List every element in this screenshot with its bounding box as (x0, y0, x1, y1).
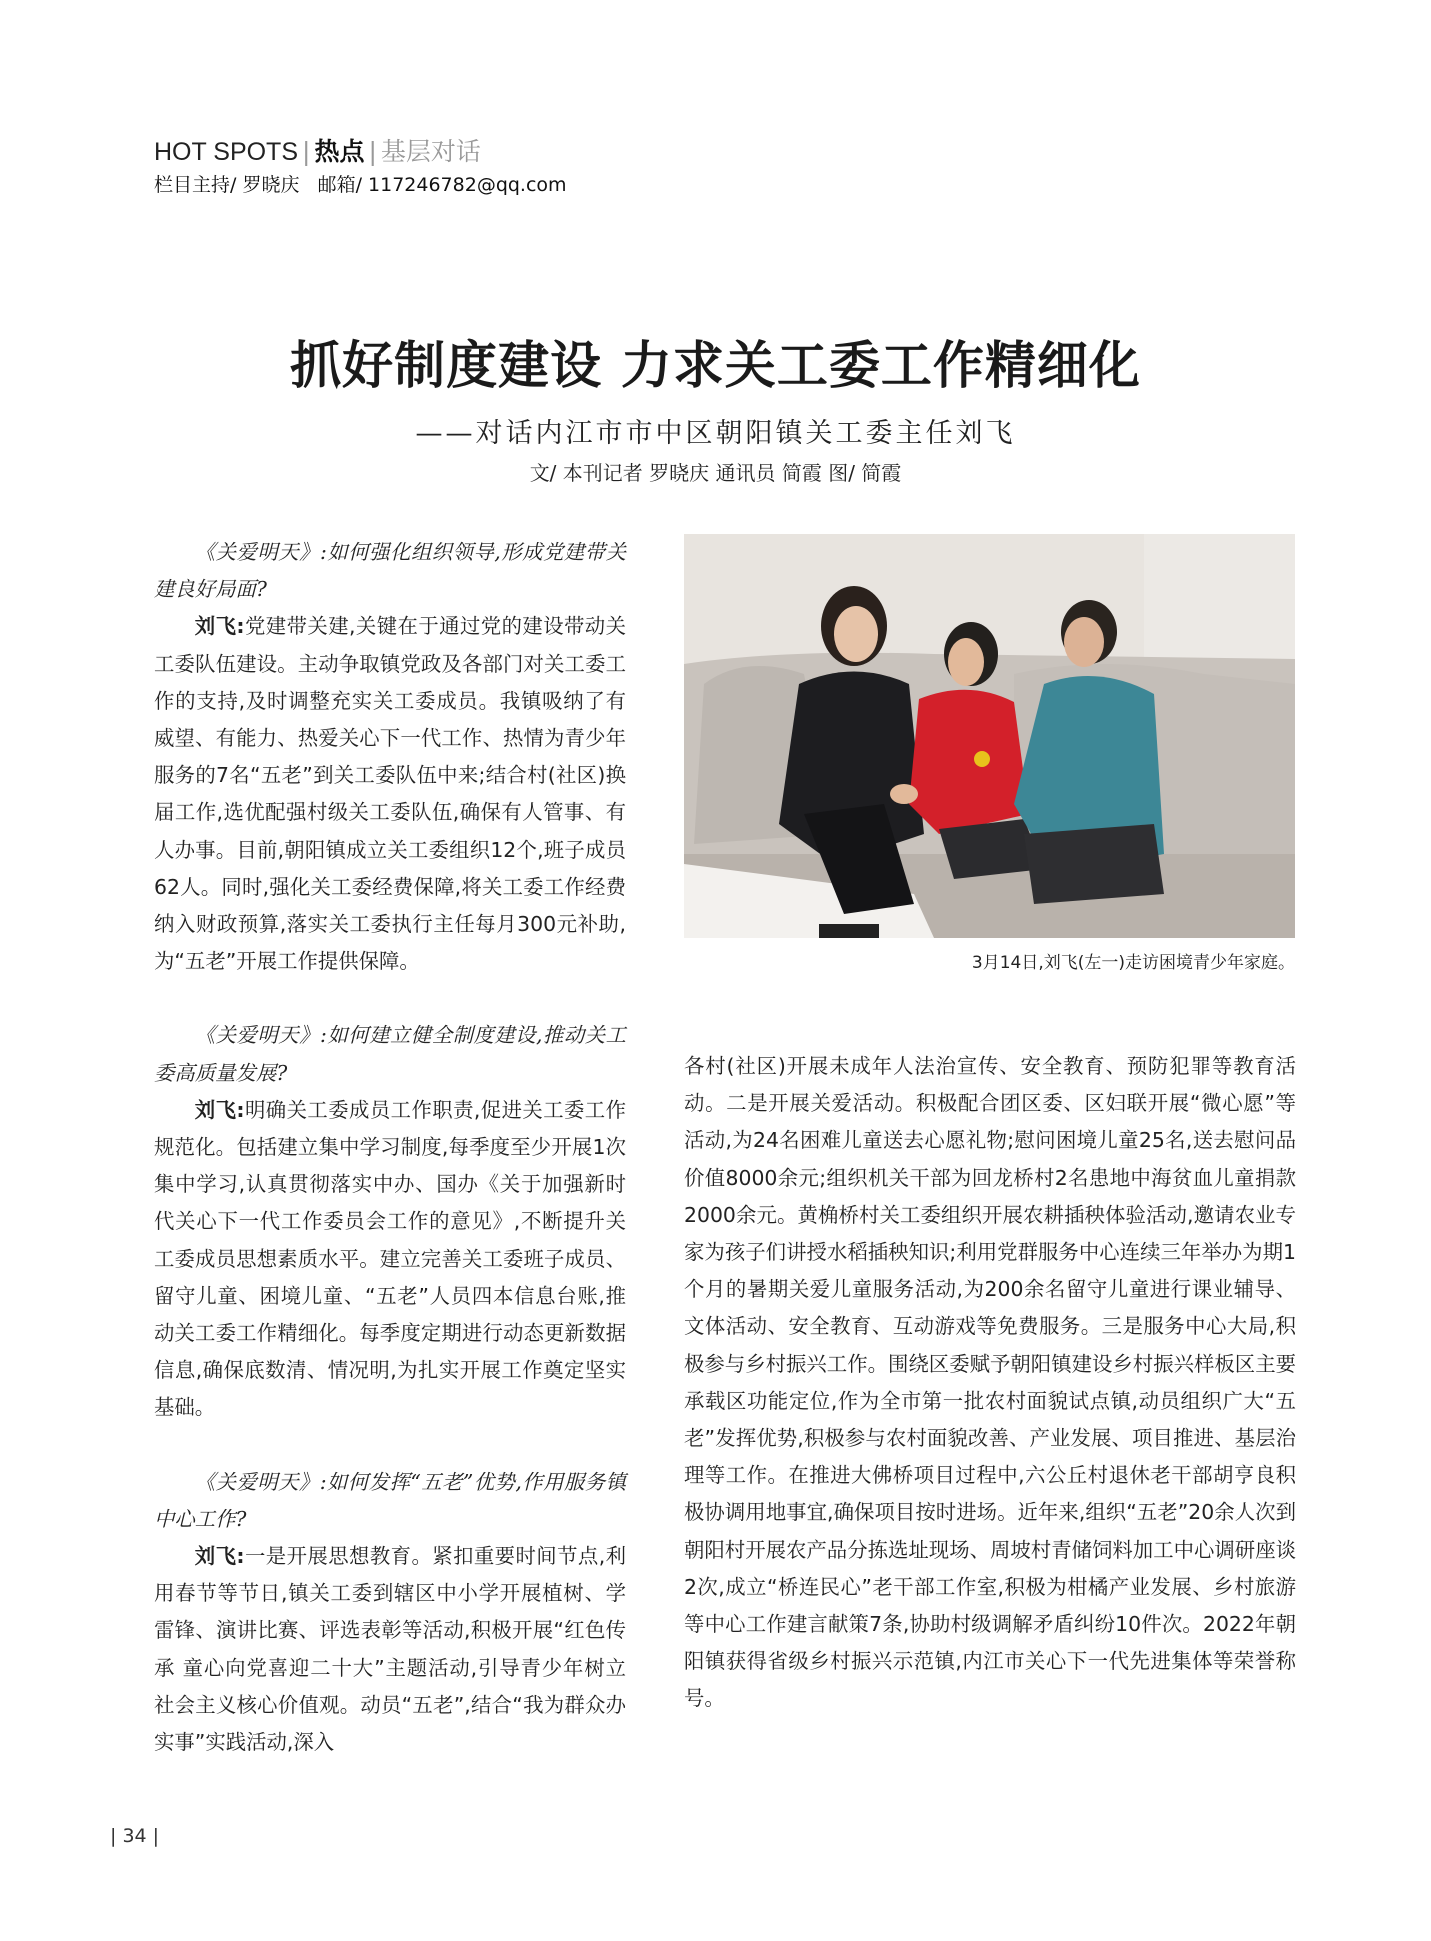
photo-caption: 3月14日,刘飞(左一)走访困境青少年家庭。 (971, 953, 1295, 973)
page-number: | 34 | (110, 1825, 160, 1847)
question-1: 《关爱明天》:如何强化组织领导,形成党建带关建良好局面? (154, 540, 626, 602)
answer-3-text: 一是开展思想教育。紧扣重要时间节点,利用春节等节日,镇关工委到辖区中小学开展植树、学雷锋、演讲比赛、评选表彰等活动,积极开展“红色传承 童心向党喜迎二十大”主题活动,引导青少年树立社会主义核心价值观。动员“五老”,结合“我为群众办实事”实践活动,深入 (154, 1544, 627, 1755)
answer-2-speaker: 刘飞: (194, 1097, 245, 1122)
photo-illustration (684, 534, 1295, 938)
hot-label: 热点 (314, 137, 365, 166)
answer-2 (154, 1092, 626, 1427)
answer-1-text: 党建带关建,关键在于通过党的建设带动关工委队伍建设。主动争取镇党政及各部门对关工委工作的支持,及时调整充实关工委成员。我镇吸纳了有威望、有能力、热爱关心下一代工作、热情为青少年服务的7名“五老”到关工委队伍中来;结合村(社区)换届工作,选优配强村级关工委队伍,确保有人管事、有人办事。目前,朝阳镇成立关工委组织12个,班子成员62人。同时,强化关工委经费保障,将关工委工作经费纳入财政预算,落实关工委执行主任每月300元补助,为“五老”开展工作提供保障。 (154, 614, 627, 974)
answer-3-speaker: 刘飞: (194, 1544, 245, 1569)
question-2: 《关爱明天》:如何建立健全制度建设,推动关工委高质量发展? (154, 1023, 626, 1085)
article-byline: 文/ 本刊记者 罗晓庆 通讯员 简霞 图/ 简霞 (529, 461, 902, 485)
answer-1 (154, 608, 626, 980)
answer-2-text: 明确关工委成员工作职责,促进关工委工作规范化。包括建立集中学习制度,每季度至少开展1次集中学习,认真贯彻落实中办、国办《关于加强新时代关心下一代工作委员会工作的意见》,不断提升关工委成员思想素质水平。建立完善关工委班子成员、留守儿童、困境儿童、“五老”人员四本信息台账,推动关工委工作精细化。每季度定期进行动态更新数据信息,确保底数清、情况明,为扎实开展工作奠定坚实基础。 (154, 1097, 627, 1420)
column-email: 邮箱/ 117246782@qq.com (317, 174, 567, 196)
hot-spots-label: HOT SPOTS (154, 138, 299, 166)
section-label: HOT SPOTS | 热点 | 基层对话 (154, 137, 481, 166)
left-column (154, 534, 626, 1761)
question-3: 《关爱明天》:如何发挥“五老”优势,作用服务镇中心工作? (154, 1469, 626, 1531)
answer-3-continued: 各村(社区)开展未成年人法治宣传、安全教育、预防犯罪等教育活动。二是开展关爱活动。积极配合团区委、区妇联开展“微心愿”等活动,为24名困难儿童送去心愿礼物;慰问困境儿童25名,送去慰问品价值8000余元;组织机关干部为回龙桥村2名患地中海贫血儿童捐款2000余元。黄桷桥村关工委组织开展农耕插秧体验活动,邀请农业专家为孩子们讲授水稻插秧知识;利用党群服务中心连续三年举办为期1个月的暑期关爱儿童服务活动,为200余名留守儿童进行课业辅导、文体活动、安全教育、互动游戏等免费服务。三是服务中心大局,积极参与乡村振兴工作。围绕区委赋予朝阳镇建设乡村振兴样板区主要承载区功能定位,作为全市第一批农村面貌试点镇,动员组织广大“五老”发挥优势,积极参与农村面貌改善、产业发展、项目推进、基层治理等工作。在推进大佛桥项目过程中,六公丘村退休老干部胡亨良积极协调用地事宜,确保项目按时进场。近年来,组织“五老”20余人次到朝阳村开展农产品分拣选址现场、周坡村青储饲料加工中心调研座谈2次,成立“桥连民心”老干部工作室,积极为柑橘产业发展、乡村旅游等中心工作建言献策7条,协助村级调解矛盾纠纷10件次。2022年朝阳镇获得省级乡村振兴示范镇,内江市关心下一代先进集体等荣誉称号。 (684, 1054, 1296, 1711)
column-host-line (154, 172, 567, 198)
right-column (684, 1048, 1296, 1718)
article-title: 抓好制度建设 力求关工委工作精细化 (290, 336, 1141, 396)
answer-3 (154, 1538, 626, 1761)
answer-1-speaker: 刘飞: (194, 614, 245, 639)
column-header (154, 136, 567, 198)
section-name: 基层对话 (380, 137, 481, 166)
article-photo (684, 534, 1295, 938)
column-host: 栏目主持/ 罗晓庆 (154, 174, 300, 196)
article-subtitle: ——对话内江市市中区朝阳镇关工委主任刘飞 (415, 418, 1016, 449)
